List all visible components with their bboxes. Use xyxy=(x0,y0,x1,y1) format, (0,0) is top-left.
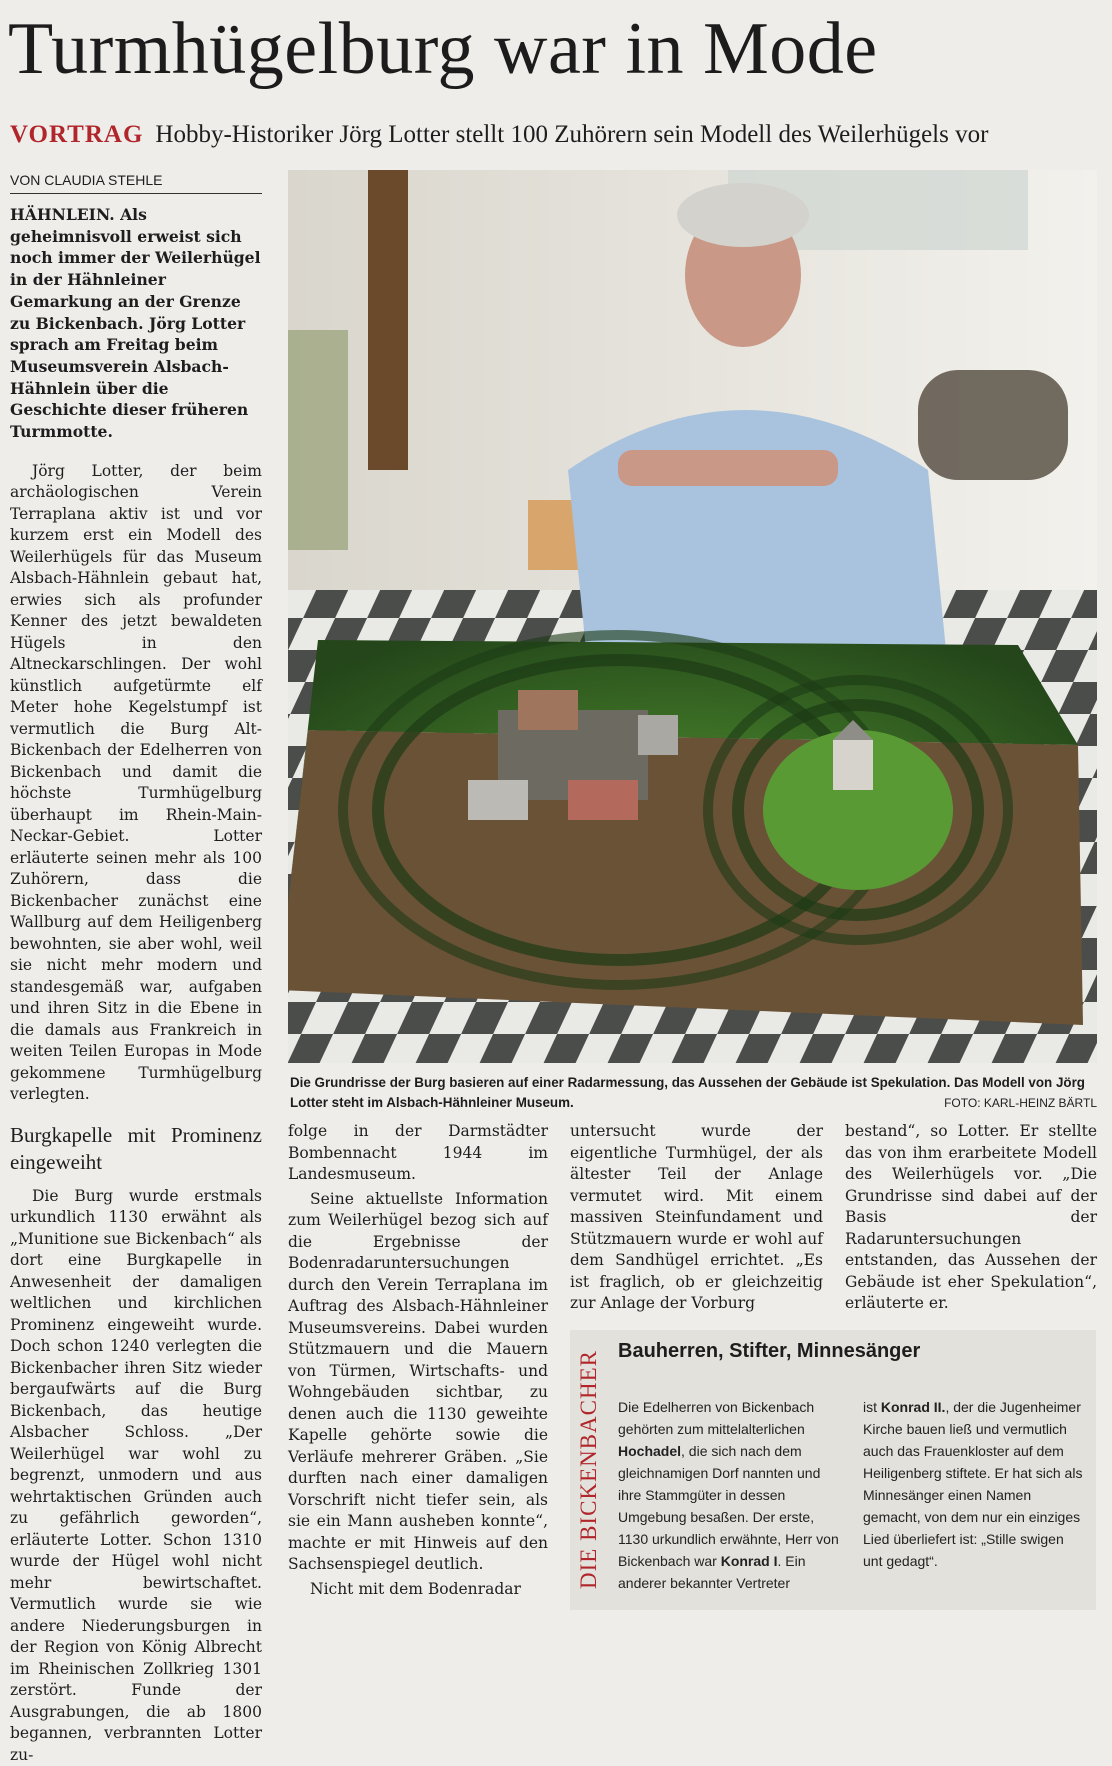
info-text: , der die Jugenheimer Kirche bauen ließ und vermutlich auch das Frauenkloster auf dem Heiligenberg stiftete. Er hat sich als Minnesänger einen Namen gemacht, von dem nur ein einziges Lied überliefert ist: „Stille swigen unt gedagt“. xyxy=(863,1399,1083,1569)
info-text: ist xyxy=(863,1399,881,1415)
info-box-title: Bauherren, Stifter, Minnesänger xyxy=(618,1340,921,1362)
caption-text: Die Grundrisse der Burg basieren auf einer Radarmessung, das Aussehen der Gebäude ist Spekulation. Das Modell von Jörg Lotter steht im Alsbach-Hähnleiner Museum. xyxy=(290,1075,1085,1110)
body-paragraph-3a: folge in der Darmstädter Bombennacht 1944 im Landesmuseum. xyxy=(288,1122,548,1183)
info-box xyxy=(570,1330,1096,1610)
headline: Turmhügelburg war in Mode xyxy=(8,8,878,90)
body-paragraph-3b: Seine aktuellste Information zum Weilerhügel bezog sich auf die Ergebnisse der Bodenradaruntersuchungen durch den Verein Terraplana im Auftrag des Alsbach-Hähnleiner Museumsvereins. Dabei wurden Stützmauern und die Mauern von Türmen, Wirtschafts- und Wohngebäuden sichtbar, zu denen auch die 1130 geweihte Kapelle gehörte sowie die Verläufe mehrerer Gräben. „Sie durften nach einer damaligen Vorschrift nicht tiefer sein, als sie ein Mann ausheben konnte“, machte er mit Hinweis auf den Sachsenspiegel deutlich. xyxy=(288,1189,548,1573)
info-box-column-2 xyxy=(863,1396,1085,1572)
lead-paragraph: HÄHNLEIN. Als geheimnisvoll erweist sich noch immer der Weilerhügel in der Hähnleiner Gemarkung an der Grenze zu Bickenbach. Jörg Lotter sprach am Freitag beim Museumsverein Alsbach-Hähnlein über die Geschichte dieser früheren Turmmotte. xyxy=(10,205,261,442)
museum-model-photo xyxy=(288,170,1097,1063)
info-box-column-1 xyxy=(618,1396,840,1594)
body-paragraph-3c: Nicht mit dem Bodenradar xyxy=(310,1579,521,1598)
info-bold: Hochadel xyxy=(618,1443,682,1459)
photo-caption xyxy=(290,1073,1097,1113)
column-1 xyxy=(10,204,262,1766)
column-3 xyxy=(570,1121,823,1315)
body-paragraph-4: untersucht wurde der eigentliche Turmhügel, der als ältester Teil der Anlage vermutet wird. Mit einem massiven Steinfundament und Stützmauern wurde er wohl auf dem Sandhügel errichtet. „Es ist fraglich, ob er gleichzeitig zur Anlage der Vorburg xyxy=(570,1122,823,1312)
info-bold: Konrad II. xyxy=(880,1399,946,1415)
photo-illustration xyxy=(288,170,1097,1063)
info-bold: Konrad I xyxy=(720,1553,778,1569)
kicker-text: Hobby-Historiker Jörg Lotter stellt 100 Zuhörern sein Modell des Weilerhügels vor xyxy=(155,121,989,148)
info-text: Die Edelherren von Bickenbach gehörten zum mittelalterlichen xyxy=(618,1399,815,1437)
info-text: . Ein anderer bekannter Vertreter xyxy=(618,1553,806,1591)
info-text: , die sich nach dem gleichnamigen Dorf nannten und ihre Stammgüter in dessen Umgebung besaßen. Der erste, 1130 urkundlich erwähnte, Herr von Bickenbach war xyxy=(618,1443,839,1569)
body-paragraph-5: bestand“, so Lotter. Er stellte das von ihm erarbeitete Modell des Weilerhügels vor. „Die Grundrisse sind dabei auf der Basis der Radaruntersuchungen entstanden, das Aussehen der Gebäude ist eher Spekulation“, erläuterte er. xyxy=(845,1122,1097,1312)
body-paragraph-1: Jörg Lotter, der beim archäologischen Verein Terraplana aktiv ist und vor kurzem erst ein Modell des Weilerhügels für das Museum Alsbach-Hähnlein gebaut hat, erwies sich als profunder Kenner des jetzt bewaldeten Hügels in den Altneckarschlingen. Der wohl künstlich aufgetürmte elf Meter hohe Kegelstumpf ist vermutlich die Burg Alt-Bickenbach der Edelherren von Bickenbach und damit die höchste Turmhügelburg überhaupt im Rhein-Main-Neckar-Gebiet. Lotter erläuterte seinen mehr als 100 Zuhörern, dass die Bickenbacher zunächst eine Wallburg auf dem Heiligenberg bewohnten, sie aber wohl, weil sie nicht mehr modern und standesgemäß war, aufgaben und ihren Sitz in die Ebene in die damals aus Frankreich in weiten Teilen Europas in Mode gekommene Turmhügelburg verlegten. xyxy=(10,461,262,1104)
info-box-label: DIE BICKENBACHER xyxy=(576,1350,601,1590)
kicker-line xyxy=(10,118,1090,152)
byline: VON CLAUDIA STEHLE xyxy=(10,170,262,194)
column-2 xyxy=(288,1121,548,1600)
photo-credit: FOTO: KARL-HEINZ BÄRTL xyxy=(944,1096,1097,1110)
kicker-tag: VORTRAG xyxy=(10,121,144,148)
column-4 xyxy=(845,1121,1097,1315)
body-paragraph-2: Die Burg wurde erstmals urkundlich 1130 erwähnt als „Munitione sue Bickenbach“ als dort eine Burgkapelle in Anwesenheit der damaligen weltlichen und kirchlichen Prominenz eingeweiht wurde. Doch schon 1240 verlegten die Bickenbacher ihren Sitz wieder bergaufwärts auf die Burg Bickenbach, das heutige Alsbacher Schloss. „Der Weilerhügel war wohl zu begrenzt, unmodern und aus wehrtaktischen Gründen auch zu gefährlich geworden“, erläuterte Lotter. Schon 1310 wurde der Hügel wohl nicht mehr bewirtschaftet. Vermutlich wurde sie wie andere Niederungsburgen in der Region von König Albrecht im Rheinischen Zollkrieg 1301 zerstört. Funde der Ausgrabungen, die ab 1800 begannen, verbrannten Lotter zu- xyxy=(10,1186,262,1764)
subheading: Burgkapelle mit Prominenz eingeweiht xyxy=(10,1122,262,1174)
